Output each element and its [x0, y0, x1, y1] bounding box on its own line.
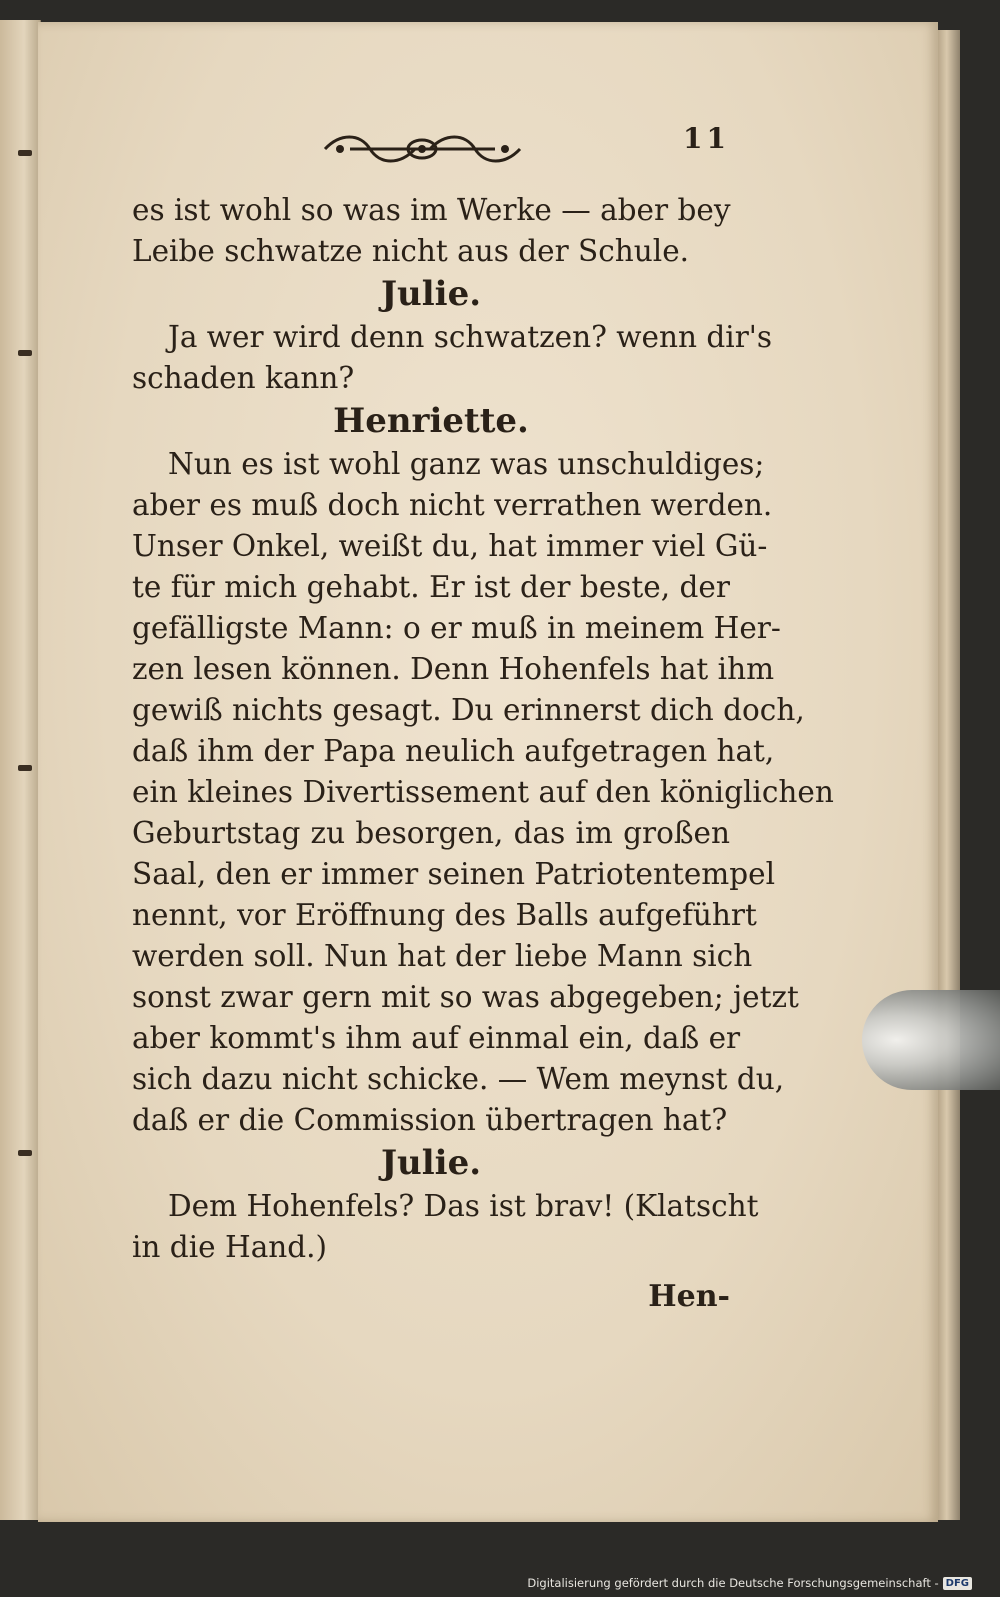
- speaker-name: Henriette.: [333, 401, 529, 441]
- text-line: Ja wer wird denn schwatzen? wenn dir's: [168, 320, 773, 354]
- text-line: Nun es ist wohl ganz was unschuldiges;: [168, 447, 765, 481]
- text-line: es ist wohl so was im Werke — aber bey: [132, 193, 731, 227]
- text-line: te für mich gehabt. Er ist der beste, der: [132, 570, 730, 604]
- dfg-logo-badge: DFG: [943, 1577, 972, 1590]
- text-line: Dem Hohenfels? Das ist brav! (Klatscht: [168, 1189, 759, 1223]
- binding-stitch: [18, 1150, 32, 1156]
- text-line: Saal, den er immer seinen Patriotentempel: [132, 857, 776, 891]
- text-line: sonst zwar gern mit so was abgegeben; jetzt: [132, 980, 799, 1014]
- binding-stitch: [18, 350, 32, 356]
- text-line: schaden kann?: [132, 361, 355, 395]
- book-clamp: [862, 990, 1000, 1090]
- text-line: in die Hand.): [132, 1230, 328, 1264]
- speaker-name: Julie.: [380, 274, 482, 314]
- text-line: werden soll. Nun hat der liebe Mann sich: [132, 939, 753, 973]
- text-line: daß er die Commission übertragen hat?: [132, 1103, 728, 1137]
- text-line: Leibe schwatze nicht aus der Schule.: [132, 234, 690, 268]
- text-line: Unser Onkel, weißt du, hat immer viel Gü-: [132, 529, 768, 563]
- text-line: aber es muß doch nicht verrathen werden.: [132, 488, 773, 522]
- text-line: zen lesen können. Denn Hohenfels hat ihm: [132, 652, 775, 686]
- page-number: 11: [683, 122, 730, 155]
- text-line: sich dazu nicht schicke. — Wem meynst du,: [132, 1062, 785, 1096]
- speaker-name: Julie.: [380, 1143, 482, 1183]
- text-line: Geburtstag zu besorgen, das im großen: [132, 816, 730, 850]
- text-line: nennt, vor Eröffnung des Balls aufgeführt: [132, 898, 757, 932]
- text-line: aber kommt's ihm auf einmal ein, daß er: [132, 1021, 741, 1055]
- text-line: ein kleines Divertissement auf den königlichen: [132, 775, 834, 809]
- text-line: daß ihm der Papa neulich aufgetragen hat,: [132, 734, 775, 768]
- ornament-icon: [320, 128, 525, 170]
- catchword: Hen-: [648, 1279, 730, 1314]
- body-text: [132, 190, 834, 1317]
- binding-stitch: [18, 150, 32, 156]
- footer-credit-text: Digitalisierung gefördert durch die Deutsche Forschungsgemeinschaft -: [527, 1576, 939, 1590]
- binding-stitch: [18, 765, 32, 771]
- book-binding-edge: [0, 20, 41, 1520]
- page-stack-edge: [938, 30, 960, 1520]
- text-line: gewiß nichts gesagt. Du erinnerst dich doch,: [132, 693, 805, 727]
- text-line: gefälligste Mann: o er muß in meinem Her-: [132, 611, 781, 645]
- footer-credit: [527, 1573, 972, 1593]
